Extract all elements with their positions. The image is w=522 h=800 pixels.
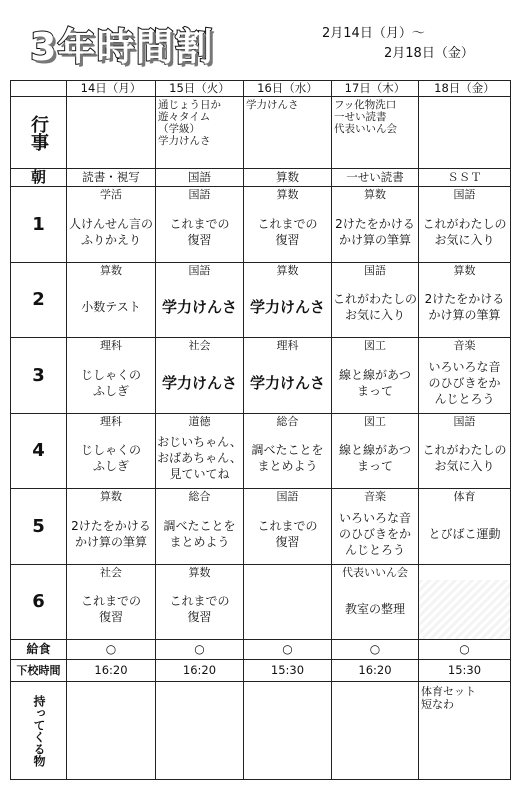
row-label-gekou: 下校時間	[11, 660, 67, 682]
lesson-cell: 人けんせん言の ふりかえり	[67, 202, 156, 262]
lesson-cell: これがわたしの お気に入り	[419, 202, 511, 262]
period-label: 5	[11, 489, 67, 565]
lesson-cell: これまでの 復習	[156, 580, 244, 640]
event-cell: 通じょう日か 遊々タイム （学級） 学力けんさ	[156, 97, 244, 169]
subject-cell: 理科	[67, 338, 156, 354]
corner-cell	[11, 81, 67, 97]
lunch-cell: ○	[419, 640, 511, 660]
subject-cell: 国語	[244, 489, 332, 505]
subject-cell	[244, 564, 332, 580]
morning-cell: 算数	[244, 169, 332, 187]
morning-cell: 一せい読書	[332, 169, 419, 187]
lesson-cell: 学力けんさ	[156, 353, 244, 413]
lunch-cell: ○	[67, 640, 156, 660]
morning-cell: ＳＳＴ	[419, 169, 511, 187]
subject-cell: 国語	[419, 413, 511, 429]
items-cell: 体育セット 短なわ	[419, 682, 511, 780]
subject-cell: 学活	[67, 187, 156, 203]
lesson-cell: 調べたことを まとめよう	[156, 504, 244, 564]
event-cell	[67, 97, 156, 169]
subject-cell: 道徳	[156, 413, 244, 429]
timetable	[10, 80, 511, 780]
subject-cell: 算数	[67, 262, 156, 278]
period-label: 1	[11, 187, 67, 263]
period-label: 4	[11, 413, 67, 489]
lesson-cell: 調べたことを まとめよう	[244, 429, 332, 489]
subject-cell: 代表いいん会	[332, 564, 419, 580]
dismissal-time-cell: 15:30	[419, 660, 511, 682]
period-label: 6	[11, 564, 67, 640]
subject-cell: 算数	[419, 262, 511, 278]
lesson-cell: いろいろな音 のひびきをか んじとろう	[419, 353, 511, 413]
lunch-cell: ○	[332, 640, 419, 660]
dismissal-time-cell: 16:20	[332, 660, 419, 682]
subject-cell: 算数	[332, 187, 419, 203]
items-cell	[332, 682, 419, 780]
lesson-cell: じしゃくの ふしぎ	[67, 429, 156, 489]
subject-cell: 国語	[419, 187, 511, 203]
lesson-cell: これがわたしの お気に入り	[419, 429, 511, 489]
subject-cell: 体育	[419, 489, 511, 505]
day-header: 18日（金）	[419, 81, 511, 97]
lesson-cell: 小数テスト	[67, 278, 156, 338]
subject-cell: 理科	[67, 413, 156, 429]
day-header: 14日（月）	[67, 81, 156, 97]
subject-cell: 国語	[156, 262, 244, 278]
lesson-cell: 学力けんさ	[244, 353, 332, 413]
lesson-cell: じしゃくの ふしぎ	[67, 353, 156, 413]
day-header: 15日（火）	[156, 81, 244, 97]
subject-cell: 算数	[244, 187, 332, 203]
subject-cell: 国語	[332, 262, 419, 278]
lesson-cell: これまでの 復習	[244, 202, 332, 262]
subject-cell: 音楽	[419, 338, 511, 354]
date-range-end: 2月18日（金）	[384, 46, 474, 61]
items-cell	[67, 682, 156, 780]
lesson-cell: これまでの 復習	[156, 202, 244, 262]
subject-cell: 総合	[156, 489, 244, 505]
dismissal-time-cell: 16:20	[156, 660, 244, 682]
day-header: 16日（水）	[244, 81, 332, 97]
row-label-gyoji: 行事	[11, 97, 67, 169]
event-cell: フッ化物洗口 一せい読書 代表いいん会	[332, 97, 419, 169]
subject-cell: 図工	[332, 413, 419, 429]
subject-cell: 理科	[244, 338, 332, 354]
event-cell: 学力けんさ	[244, 97, 332, 169]
lesson-cell: 2けたをかける かけ算の筆算	[419, 278, 511, 338]
lesson-cell	[244, 580, 332, 640]
date-range-start: 2月14日（月）～	[322, 26, 425, 41]
items-cell	[156, 682, 244, 780]
lesson-cell: いろいろな音 のひびきをか んじとろう	[332, 504, 419, 564]
page-title: 3年時間割	[30, 25, 214, 69]
lesson-cell: 線と線があつ まって	[332, 429, 419, 489]
row-label-kyushoku: 給食	[11, 640, 67, 660]
period-label: 2	[11, 262, 67, 338]
subject-cell: 国語	[156, 187, 244, 203]
lunch-cell: ○	[156, 640, 244, 660]
lunch-cell: ○	[244, 640, 332, 660]
subject-cell	[419, 564, 511, 580]
lesson-cell: 学力けんさ	[156, 278, 244, 338]
period-label: 3	[11, 338, 67, 414]
lesson-cell: これまでの 復習	[244, 504, 332, 564]
lesson-cell: 学力けんさ	[244, 278, 332, 338]
lesson-cell: 2けたをかける かけ算の筆算	[67, 504, 156, 564]
subject-cell: 社会	[156, 338, 244, 354]
dismissal-time-cell: 16:20	[67, 660, 156, 682]
lesson-cell: これまでの 復習	[67, 580, 156, 640]
dismissal-time-cell: 15:30	[244, 660, 332, 682]
event-cell	[419, 97, 511, 169]
subject-cell: 総合	[244, 413, 332, 429]
row-label-asa: 朝	[11, 169, 67, 187]
subject-cell: 算数	[67, 489, 156, 505]
subject-cell: 算数	[244, 262, 332, 278]
subject-cell: 社会	[67, 564, 156, 580]
subject-cell: 算数	[156, 564, 244, 580]
morning-cell: 国語	[156, 169, 244, 187]
day-header: 17日（木）	[332, 81, 419, 97]
lesson-cell: 線と線があつ まって	[332, 353, 419, 413]
lesson-cell: これがわたしの お気に入り	[332, 278, 419, 338]
lesson-cell	[419, 580, 511, 640]
items-cell	[244, 682, 332, 780]
row-label-motte: 持ってくる物	[11, 682, 67, 780]
header	[0, 0, 522, 80]
lesson-cell: とびばこ運動	[419, 504, 511, 564]
morning-cell: 読書・視写	[67, 169, 156, 187]
lesson-cell: おじいちゃん、 おばあちゃん、 見ていてね	[156, 429, 244, 489]
lesson-cell: 教室の整理	[332, 580, 419, 640]
lesson-cell: 2けたをかける かけ算の筆算	[332, 202, 419, 262]
subject-cell: 図工	[332, 338, 419, 354]
subject-cell: 音楽	[332, 489, 419, 505]
